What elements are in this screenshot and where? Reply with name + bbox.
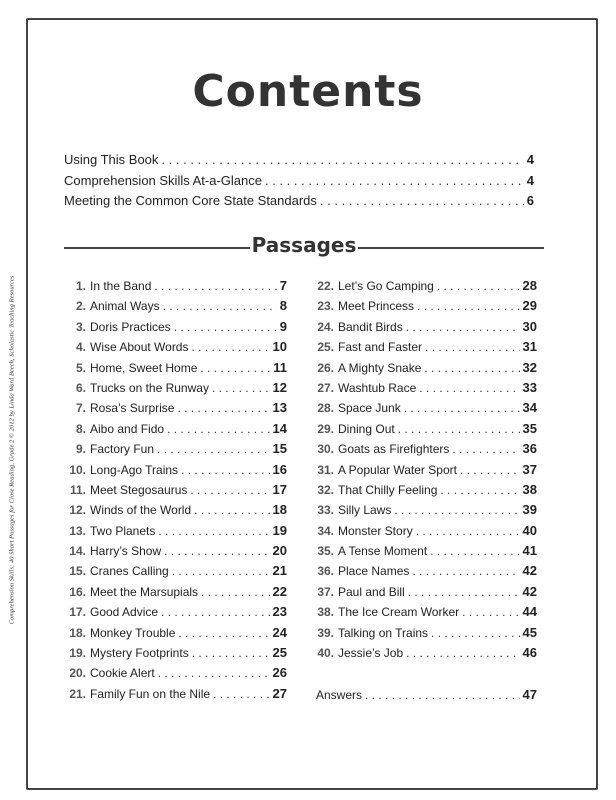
passage-number: 9. [75,442,86,457]
page-number: 29 [522,298,537,314]
passage-number: 17. [69,605,86,620]
dot-leader [408,585,520,599]
passage-entry[interactable] [312,400,537,420]
passage-title: Cookie Alert [90,666,155,681]
dot-leader [425,340,519,354]
passage-entry[interactable] [312,298,537,318]
page-number: 12 [272,379,287,395]
passage-entry[interactable] [64,441,287,461]
passage-number: 4. [75,340,86,355]
dot-leader [177,401,269,415]
dot-leader [416,524,520,538]
page-number: 27 [272,685,287,701]
passage-title: Monster Story [338,523,413,538]
passage-title: Meet Princess [338,299,415,314]
passages-list-right [312,278,537,665]
passage-number: 14. [69,544,86,559]
page-number: 36 [522,441,537,457]
toc-entry[interactable]: Comprehension Skills At-a-Glance . . . 4 [64,173,534,194]
passage-entry[interactable] [64,502,287,522]
passage-title: Jessie’s Job [338,646,404,661]
page-number: 39 [522,502,537,518]
dot-leader [440,483,519,497]
passage-title: Winds of the World [90,503,192,518]
toc-entry[interactable]: Meeting the Common Core State Standards . . . 6 [64,193,534,214]
front-matter-list [64,152,534,214]
page-number: 20 [272,543,287,559]
passage-title: Factory Fun [90,442,155,457]
passage-entry[interactable] [64,482,287,502]
passage-number: 21. [69,686,86,701]
passage-entry[interactable] [64,686,287,706]
passage-title: Meet the Marsupials [90,584,199,599]
dot-leader [172,564,270,578]
passage-title: Long-Ago Trains [90,462,179,477]
passage-entry[interactable] [64,319,287,339]
page-number: 15 [272,441,287,457]
passage-number: 6. [75,380,86,395]
page-number: 23 [272,604,287,620]
passage-entry[interactable] [312,543,537,563]
page-number: 8 [279,298,287,314]
passage-number: 28. [317,401,334,416]
page-number: 18 [272,502,287,518]
passage-entry[interactable] [312,380,537,400]
passage-entry[interactable] [312,462,537,482]
passage-number: 7. [75,401,86,416]
page-number: 17 [272,481,287,497]
passage-number: 11. [69,482,86,497]
passage-title: A Tense Moment [338,544,428,559]
passage-entry[interactable] [64,380,287,400]
dot-leader [164,544,269,558]
page-number: 28 [522,278,537,293]
page-title: Contents [192,66,424,117]
passage-title: A Mighty Snake [338,360,422,375]
passage-title: Washtub Race [338,380,417,395]
page-number: 11 [273,359,287,375]
passage-number: 33. [317,503,334,518]
passage-number: 20. [69,666,86,681]
dot-leader [406,320,520,334]
page-number: 9 [279,318,287,334]
passage-entry[interactable] [312,604,537,624]
passage-number: 31. [317,462,334,477]
passage-title: The Ice Cream Worker [338,605,460,620]
passage-title: Animal Ways [90,299,160,314]
page-number: 24 [272,624,287,640]
passage-entry[interactable] [312,360,537,380]
passage-entry[interactable] [64,400,287,420]
page-number: 26 [272,665,287,681]
dot-leader [192,646,270,660]
dot-leader [412,564,519,578]
dot-leader [462,605,519,619]
passages-heading-label: Passages [251,233,357,257]
dot-leader [394,503,519,517]
passage-number: 13. [69,523,86,538]
dot-leader [194,503,269,517]
passage-number: 37. [317,584,334,599]
passage-entry[interactable] [64,543,287,563]
dot-leader [200,361,270,375]
dot-leader [406,646,519,660]
passage-entry[interactable] [64,339,287,359]
passage-title: Cranes Calling [90,564,169,579]
passage-number: 25. [317,340,334,355]
passage-title: Dining Out [338,421,395,436]
passage-title: Aibo and Fido [90,421,165,436]
passage-entry[interactable] [312,645,537,665]
dot-leader [398,422,520,436]
passage-entry[interactable] [312,339,537,359]
passage-number: 1. [75,279,86,293]
page-number: 13 [272,400,287,416]
page-number: 22 [272,583,287,599]
passage-entry[interactable] [312,502,537,522]
dot-leader [460,463,520,477]
passage-title: Two Planets [90,523,156,538]
passage-number: 36. [317,564,334,579]
passage-title: Place Names [338,564,410,579]
dot-leader [417,299,520,313]
passage-title: Wise About Words [90,340,189,355]
page-number: 34 [522,400,537,416]
passage-entry[interactable] [64,563,287,583]
passage-entry[interactable] [312,584,537,604]
passage-title: Space Junk [338,401,401,416]
page-number: 46 [522,645,537,661]
dot-leader [430,544,519,558]
dot-leader [161,605,269,619]
passage-number: 24. [317,319,334,334]
passage-number: 22. [317,279,334,293]
passage-title: Home, Sweet Home [90,360,198,375]
passage-entry[interactable] [312,319,537,339]
page-number: 16 [272,461,287,477]
passage-number: 35. [317,544,334,559]
dot-leader [181,463,269,477]
passage-number: 19. [69,646,86,661]
passage-number: 34. [317,523,334,538]
passage-title: Harry’s Show [90,544,162,559]
passages-list-left [64,278,287,706]
passage-entry[interactable] [312,625,537,645]
passage-title: That Chilly Feeling [338,482,438,497]
page-number: 44 [522,604,537,620]
passage-title: Monkey Trouble [90,625,176,640]
passage-entry[interactable] [64,645,287,665]
page-number: 19 [272,522,287,538]
passage-number: 3. [75,319,86,334]
dot-leader [212,381,270,395]
passage-title: Fast and Faster [338,340,423,355]
passage-title: Family Fun on the Nile [90,686,211,701]
page-number: 7 [279,278,287,293]
passage-entry[interactable] [312,482,537,502]
page-number: 30 [522,318,537,334]
page-number: 32 [522,359,537,375]
dot-leader [437,279,520,293]
dot-leader [201,585,269,599]
passages-heading [64,234,544,258]
page-number: 38 [522,481,537,497]
dot-leader [419,381,519,395]
passage-entry[interactable] [64,421,287,441]
passage-title: Let’s Go Camping [338,279,434,293]
dot-leader [158,666,270,680]
passage-entry[interactable] [312,278,537,298]
passage-number: 39. [317,625,334,640]
passage-number: 40. [317,646,334,661]
passage-title: Rosa’s Surprise [90,401,175,416]
passage-entry[interactable] [64,604,287,624]
toc-entry[interactable]: Using This Book . . . 4 [64,152,534,173]
passage-number: 5. [75,360,86,375]
page-number: 25 [272,645,287,661]
passage-title: In the Band [90,279,152,293]
dot-leader [404,401,520,415]
page-number: 40 [522,522,537,538]
passage-entry[interactable] [312,523,537,543]
dot-leader [452,442,519,456]
passage-title: Trucks on the Runway [90,380,209,395]
passage-number: 27. [317,380,334,395]
passage-number: 18. [69,625,86,640]
dot-leader [190,483,269,497]
passage-number: 10. [69,462,86,477]
passage-title: Paul and Bill [338,584,405,599]
passage-title: Mystery Footprints [90,646,189,661]
passage-title: Doris Practices [90,319,171,334]
dot-leader [154,279,276,293]
dot-leader [157,442,270,456]
passage-entry[interactable] [64,584,287,604]
passage-number: 30. [317,442,334,457]
passage-title: Good Advice [90,605,159,620]
page-number: 33 [522,379,537,395]
passage-title: A Popular Water Sport [338,462,457,477]
dot-leader [191,340,269,354]
page-number: 35 [522,420,537,436]
page-number: 37 [522,461,537,477]
passage-title: Goats as Firefighters [338,442,450,457]
passage-number: 2. [75,299,86,314]
page-number: 42 [522,583,537,599]
dot-leader [163,299,277,313]
passage-entry[interactable] [64,360,287,380]
passage-entry[interactable] [64,523,287,543]
heading-rule-right [358,247,544,249]
dot-leader [213,687,269,701]
passage-entry[interactable] [312,563,537,583]
passage-number: 23. [317,299,334,314]
passage-number: 12. [69,503,86,518]
passage-entry[interactable] [64,278,287,298]
page-number: 21 [272,563,287,579]
passage-title: Meet Stegosaurus [90,482,188,497]
page-number: 42 [522,563,537,579]
passage-entry[interactable] [64,462,287,482]
passage-number: 15. [69,564,86,579]
passage-entry[interactable] [64,298,287,318]
passage-entry[interactable] [64,625,287,645]
dot-leader [167,422,269,436]
passage-number: 16. [69,584,86,599]
dot-leader [178,626,269,640]
page-number: 45 [522,624,537,640]
side-credit: Comprehension Skills: 40 Short Passages for Close Reading, Grade 2 © 2012 by Linda Ward Beech, Scholastic Teaching Resources [8,275,16,625]
page-number: 31 [522,339,537,355]
passage-entry[interactable] [312,441,537,461]
passage-title: Talking on Trains [338,625,429,640]
passage-title: Silly Laws [338,503,392,518]
page-number: 41 [522,543,537,559]
answers-entry[interactable]: Answers . . . 47 [316,687,537,708]
page-number: 14 [272,420,287,436]
passage-number: 38. [317,605,334,620]
dot-leader [158,524,269,538]
passage-entry[interactable] [312,421,537,441]
passage-number: 32. [317,482,334,497]
passage-number: 8. [75,421,86,436]
passage-number: 29. [317,421,334,436]
page-number: 10 [272,339,287,355]
passage-title: Bandit Birds [338,319,403,334]
dot-leader [424,361,519,375]
passage-entry[interactable] [64,665,287,685]
dot-leader [174,320,277,334]
passage-number: 26. [317,360,334,375]
dot-leader [431,626,519,640]
